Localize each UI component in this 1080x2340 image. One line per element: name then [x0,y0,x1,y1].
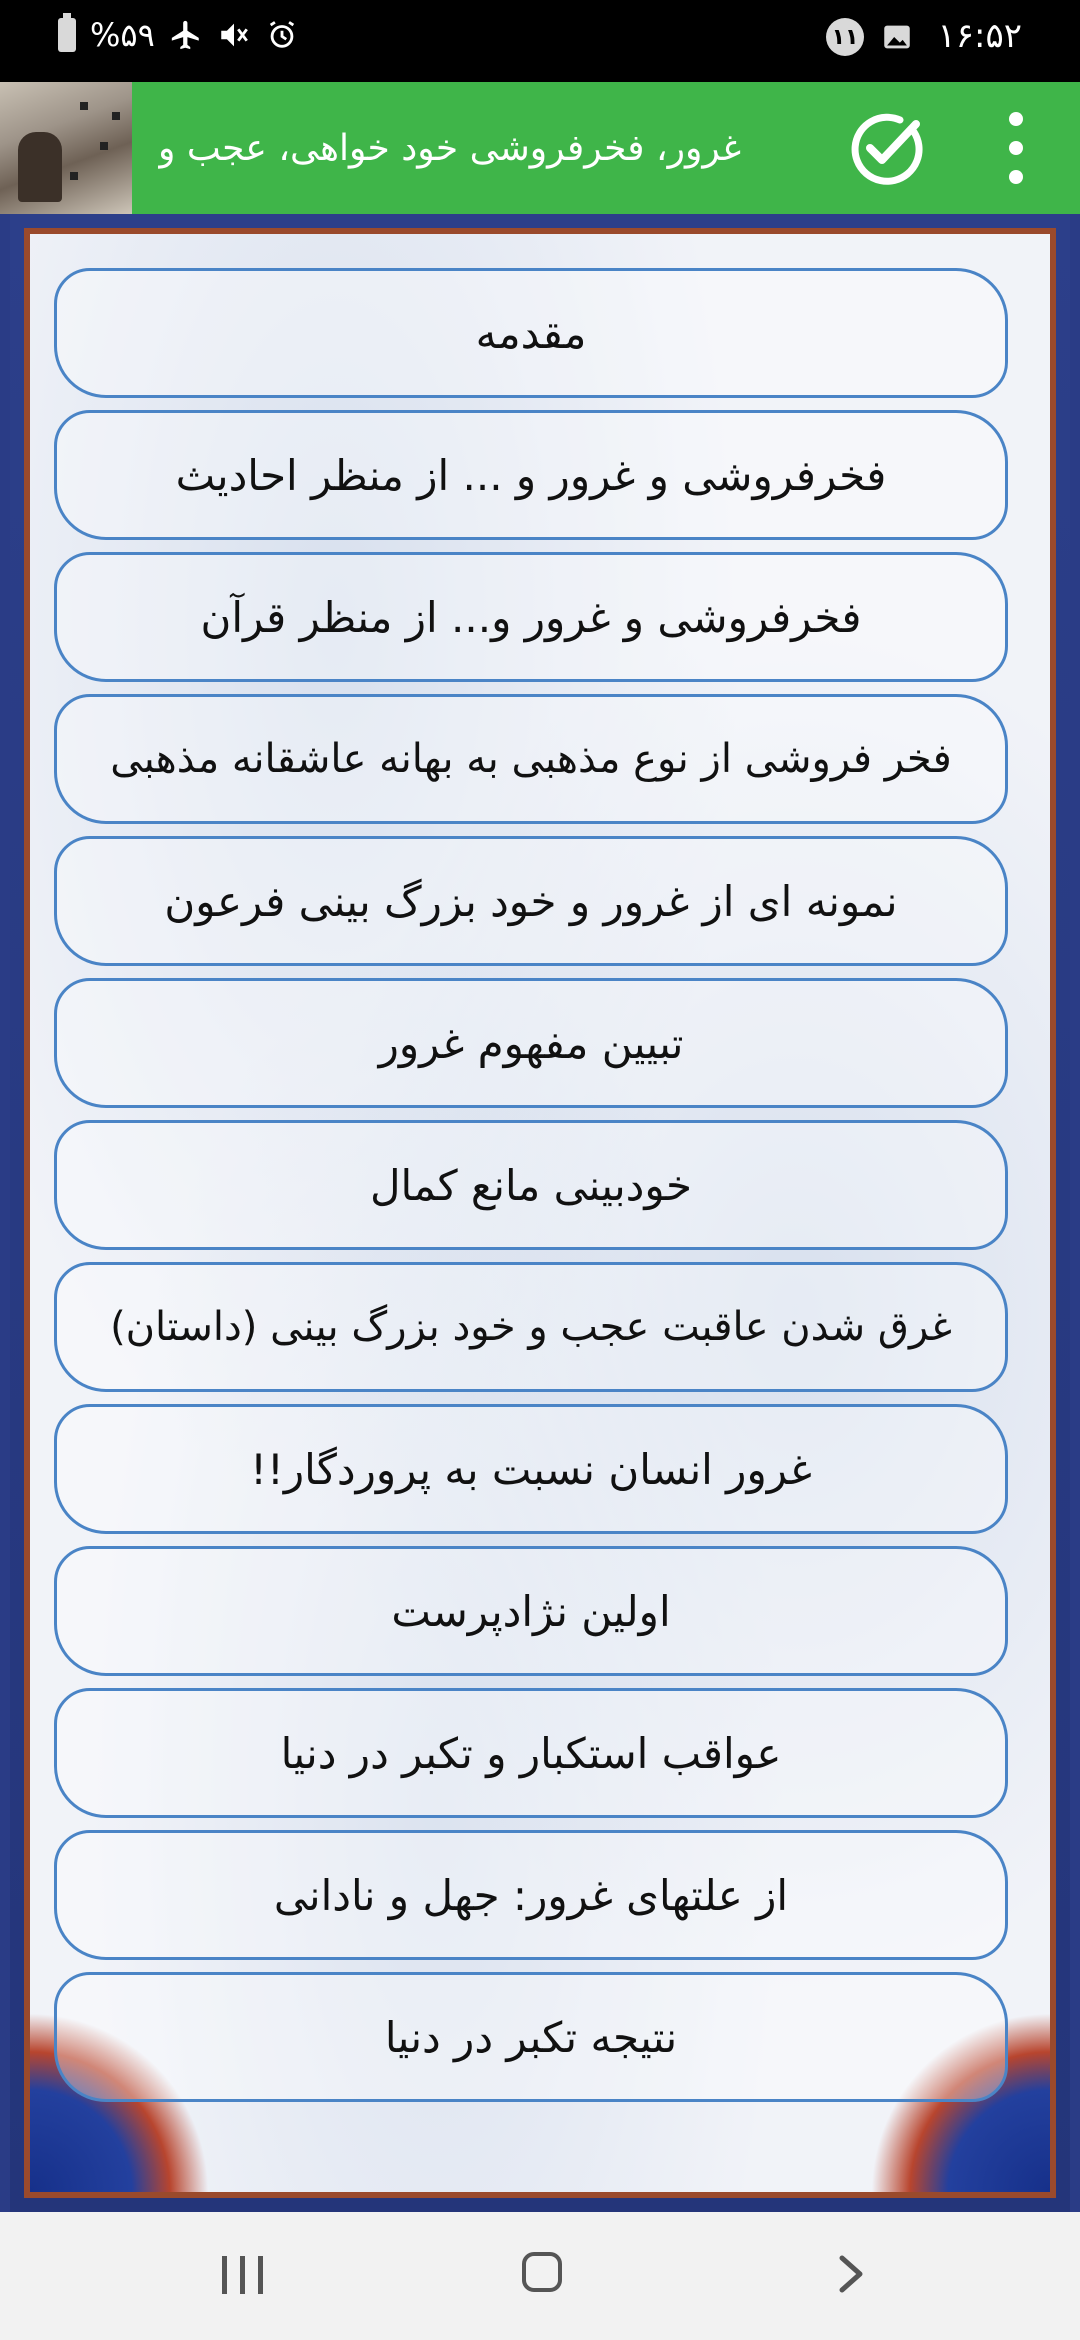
list-item[interactable]: از علتهای غرور: جهل و نادانی [54,1830,1008,1960]
list-item[interactable]: فخرفروشی و غرور و ... از منظر احادیث [54,410,1008,540]
content-area [0,214,1080,2212]
page-title: غرور، فخرفروشی خود خواهی، عجب و [158,127,742,169]
image-icon [880,20,914,54]
back-icon[interactable] [830,2252,870,2296]
status-left-icons [58,16,299,54]
status-bar [0,0,1080,82]
mute-icon [217,18,251,52]
list-item[interactable]: اولین نژادپرست [54,1546,1008,1676]
status-time: ۱۶:۵۲ [937,16,1022,56]
airplane-icon [169,18,203,52]
battery-icon [58,18,76,52]
list-item[interactable]: خودبینی مانع کمال [54,1120,1008,1250]
list-item[interactable]: نمونه ای از غرور و خود بزرگ بینی فرعون [54,836,1008,966]
system-nav-bar [0,2212,1080,2340]
list-item[interactable]: فخر فروشی از نوع مذهبی به بهانه عاشقانه مذهبی [54,694,1008,824]
chapter-list [54,268,1008,2114]
list-item[interactable]: غرور انسان نسبت به پروردگار!! [54,1404,1008,1534]
home-icon[interactable] [522,2252,562,2292]
recent-apps-icon[interactable] [220,2256,266,2294]
alarm-icon [265,18,299,52]
app-thumbnail-image [0,82,132,214]
check-circle-icon[interactable] [844,106,928,190]
battery-level: %۵۹ [90,16,155,54]
list-item[interactable]: نتیجه تکبر در دنیا [54,1972,1008,2102]
list-item[interactable]: تبیین مفهوم غرور [54,978,1008,1108]
notification-badge: ۱۱ [826,18,864,56]
more-vert-icon[interactable] [996,112,1036,184]
list-item[interactable]: عواقب استکبار و تکبر در دنیا [54,1688,1008,1818]
list-item[interactable]: مقدمه [54,268,1008,398]
app-bar [0,82,1080,214]
status-right-icons [826,18,914,56]
list-item[interactable]: فخرفروشی و غرور و... از منظر قرآن [54,552,1008,682]
list-item[interactable]: غرق شدن عاقبت عجب و خود بزرگ بینی (داستان) [54,1262,1008,1392]
